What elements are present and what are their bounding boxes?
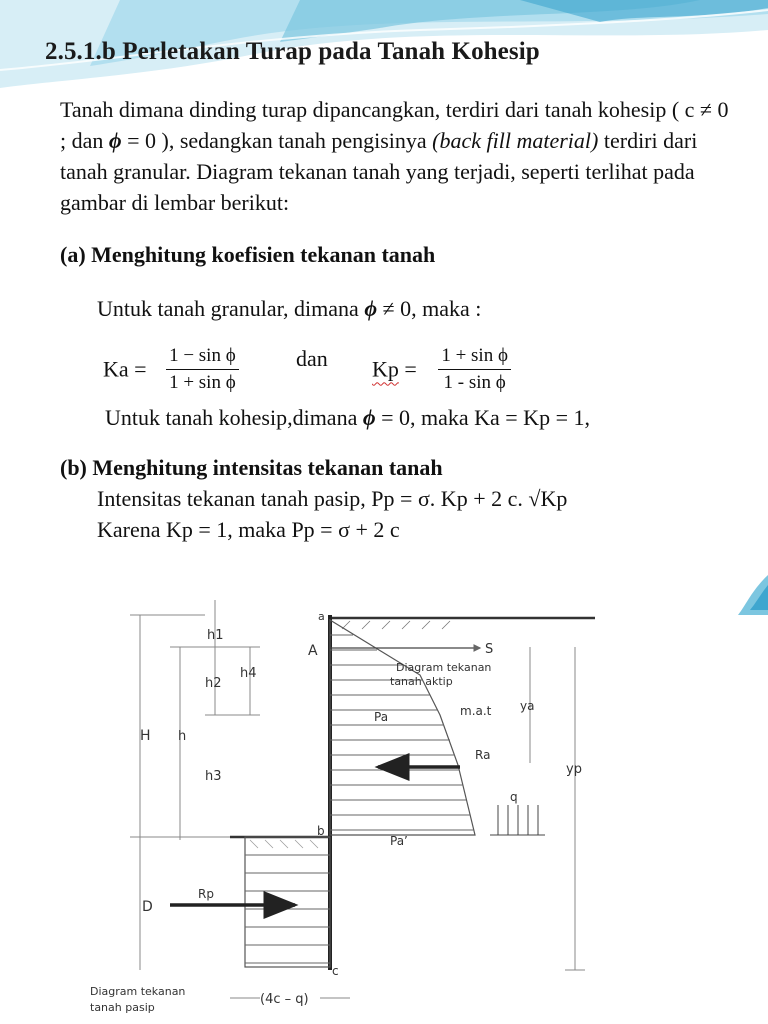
dan-word: dan (296, 346, 328, 371)
granular-prefix: Untuk tanah granular, dimana (97, 296, 365, 321)
kohesip-suffix: = 0, maka Ka = Kp = 1, (375, 405, 590, 430)
diagram-pasip-line-1: Diagram tekanan (90, 985, 186, 998)
intro-text-3: terdiri dari tanah granular. Diagram tekanan tanah yang terjadi, seperti terlihat pada gambar di lembar berikut: (60, 128, 698, 215)
intro-text-1: Tanah dimana dinding turap dipancangkan, terdiri dari tanah kohesip ( c ≠ 0 ; dan (60, 97, 729, 153)
phi-symbol: ϕ (362, 405, 376, 430)
kp-label: Kp (372, 356, 399, 382)
kp-fraction (438, 345, 511, 394)
diagram-pasip-line-2: tanah pasip (90, 1001, 155, 1014)
label-c: c (332, 964, 339, 978)
karena-line: Karena Kp = 1, maka Pp = σ + 2 c (97, 517, 400, 542)
label-Ra: Ra (475, 748, 491, 762)
label-h: h (178, 729, 187, 744)
right-decorative-band (738, 575, 768, 615)
ka-formula (103, 345, 239, 394)
label-A: A (308, 643, 318, 659)
phi-symbol: ϕ (364, 296, 378, 321)
ka-numerator: 1 − sin ϕ (166, 345, 239, 370)
label-4c-q: (4c – q) (260, 992, 309, 1007)
label-h1: h1 (207, 628, 224, 643)
label-h4: h4 (240, 666, 257, 681)
kp-equals: = (398, 356, 417, 382)
label-H: H (140, 728, 151, 744)
section-a-heading: (a) Menghitung koefisien tekanan tanah (60, 242, 436, 267)
ka-label: Ka = (103, 356, 147, 382)
kohesip-prefix: Untuk tanah kohesip,dimana (105, 405, 363, 430)
page-title: 2.5.1.b Perletakan Turap pada Tanah Kohesip (45, 38, 540, 65)
label-b: b (317, 824, 325, 838)
label-mat: m.a.t (460, 704, 492, 718)
label-h2: h2 (205, 676, 222, 691)
ka-denominator: 1 + sin ϕ (169, 372, 236, 393)
label-Pa-prime: Pa’ (390, 834, 408, 848)
intro-paragraph (60, 94, 740, 218)
label-Rp: Rp (198, 887, 214, 901)
label-a: a (318, 610, 325, 623)
kohesip-line (105, 405, 590, 431)
pasip-intensity-line: Intensitas tekanan tanah pasip, Pp = σ. Kp + 2 c. √Kp (97, 486, 568, 511)
label-yp: yp (566, 762, 582, 777)
passive-pressure-lines (245, 855, 330, 963)
intro-text-2: = 0 ), sedangkan tanah pengisinya (121, 128, 433, 153)
diagram-aktif-line-2: tanah aktip (390, 675, 453, 688)
label-Pa: Pa (374, 710, 389, 724)
diagram-aktif-line-1: Diagram tekanan (396, 661, 492, 674)
passive-pressure-diagram (245, 837, 330, 967)
intro-italic: (back fill material) (432, 128, 599, 153)
ka-fraction (166, 345, 239, 394)
label-q: q (510, 790, 518, 804)
label-D: D (142, 899, 153, 915)
granular-line (97, 296, 481, 322)
kp-formula (372, 345, 511, 394)
granular-suffix: ≠ 0, maka : (377, 296, 482, 321)
label-h3: h3 (205, 769, 222, 784)
label-S: S (485, 642, 494, 657)
phi-symbol: ϕ (108, 128, 122, 153)
sheet-pile-diagram (80, 585, 680, 1020)
active-pressure-diagram (330, 620, 475, 835)
surcharge-arrows (490, 805, 545, 835)
label-ya: ya (520, 699, 535, 713)
kp-denominator: 1 - sin ϕ (443, 372, 506, 393)
kp-numerator: 1 + sin ϕ (438, 345, 511, 370)
dredge-hatch (250, 840, 318, 848)
section-b-heading: (b) Menghitung intensitas tekanan tanah (60, 455, 443, 480)
surface-hatch (342, 621, 450, 629)
